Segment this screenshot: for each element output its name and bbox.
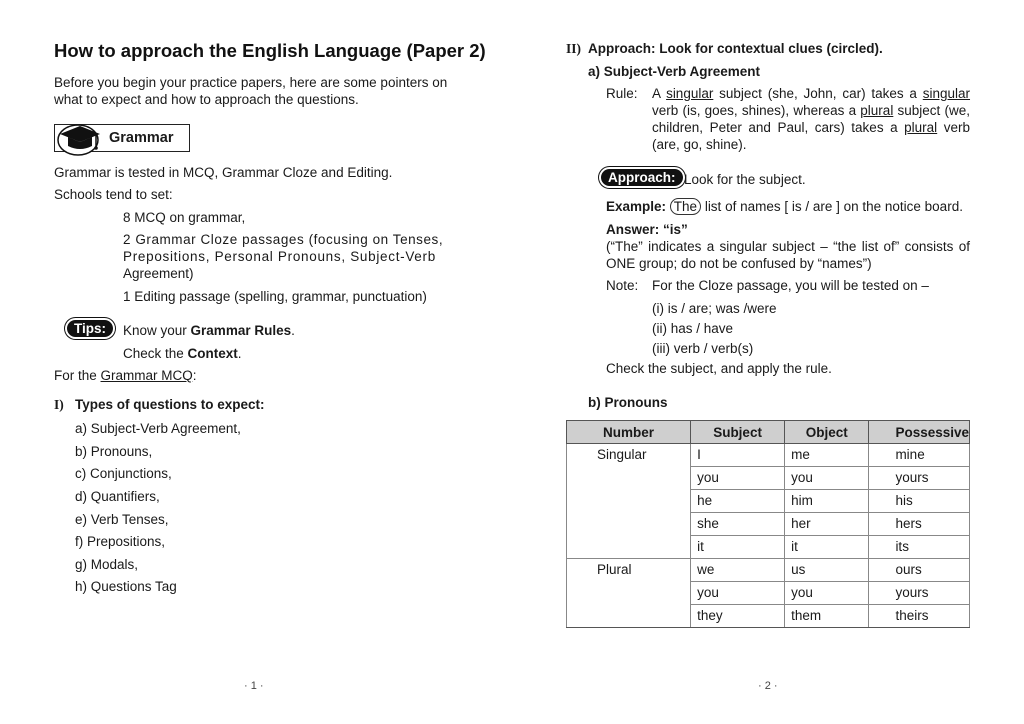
page-number: · 1 · (244, 680, 264, 692)
object-cell: her (785, 513, 869, 536)
tested-in-text: Grammar is tested in MCQ, Grammar Cloze and Editing. (54, 165, 393, 180)
number-cell (567, 582, 691, 605)
page-number: · 2 · (758, 680, 778, 692)
number-cell (567, 536, 691, 559)
possessive-cell: his (869, 490, 970, 513)
possessive-cell: yours (869, 467, 970, 490)
table-header-row (567, 421, 970, 444)
approach-label: Approach: (601, 169, 683, 186)
subject-cell: he (691, 490, 785, 513)
subject-cell: she (691, 513, 785, 536)
tip-context: Check the Context. (123, 346, 242, 361)
subject-cell: they (691, 605, 785, 628)
page-title: How to approach the English Language (Paper 2) (54, 40, 486, 61)
number-cell (567, 605, 691, 628)
note-item: (i) is / are; was /were (652, 301, 777, 316)
question-type-item: a) Subject-Verb Agreement, (75, 421, 241, 436)
intro-line-2: what to expect and how to approach the questions. (54, 92, 359, 107)
set-item-cloze-3: Agreement) (123, 266, 194, 281)
section-ii-number: II) (566, 41, 582, 56)
note-item: (iii) verb / verb(s) (652, 341, 754, 356)
table-row (567, 490, 970, 513)
schools-set-text: Schools tend to set: (54, 187, 173, 202)
possessive-cell: mine (869, 444, 970, 467)
for-grammar-mcq: For the Grammar MCQ: (54, 368, 197, 383)
tips-label: Tips: (67, 320, 113, 337)
question-type-item: h) Questions Tag (75, 579, 177, 594)
rule-label: Rule: (606, 86, 638, 101)
answer-label: Answer: “is” (606, 222, 688, 237)
header-object: Object (785, 421, 869, 444)
approach-text: Look for the subject. (684, 172, 806, 187)
table-row (567, 605, 970, 628)
section-i-number: I) (54, 397, 64, 412)
note-label: Note: (606, 278, 639, 293)
question-type-item: g) Modals, (75, 557, 139, 572)
object-cell: me (785, 444, 869, 467)
set-item-mcq: 8 MCQ on grammar, (123, 210, 246, 225)
grammar-label: Grammar (109, 130, 174, 146)
object-cell: you (785, 582, 869, 605)
question-type-item: d) Quantifiers, (75, 489, 160, 504)
intro-line-1: Before you begin your practice papers, here are some pointers on (54, 75, 448, 90)
tip-grammar-rules: Know your Grammar Rules. (123, 323, 295, 338)
table-row (567, 559, 970, 582)
subject-cell: we (691, 559, 785, 582)
header-possessive: Possessive (869, 421, 970, 444)
object-cell: you (785, 467, 869, 490)
circled-clue: The (670, 198, 701, 215)
table-row (567, 582, 970, 605)
rule-text: A singular subject (she, John, car) takes a singular verb (is, goes, shines), whereas a plural subject (we, children, Peter and Paul, cars) takes a plural verb (are, go, shine). (652, 86, 971, 152)
subheading-a: a) Subject-Verb Agreement (588, 64, 761, 79)
question-type-item: b) Pronouns, (75, 444, 153, 459)
object-cell: him (785, 490, 869, 513)
possessive-cell: yours (869, 582, 970, 605)
possessive-cell: its (869, 536, 970, 559)
subheading-b: b) Pronouns (588, 395, 668, 410)
possessive-cell: ours (869, 559, 970, 582)
explanation-text: (“The” indicates a singular subject – “the list of” consists of ONE group; do not be confused by “names”) (606, 239, 970, 271)
section-i-title: Types of questions to expect: (75, 397, 265, 412)
check-rule-text: Check the subject, and apply the rule. (606, 361, 832, 376)
number-cell (567, 513, 691, 536)
number-cell (567, 467, 691, 490)
table-row (567, 444, 970, 467)
set-item-cloze-1: 2 Grammar Cloze passages (focusing on Tenses, (123, 232, 444, 247)
table-row (567, 536, 970, 559)
question-type-item: c) Conjunctions, (75, 466, 172, 481)
set-item-editing: 1 Editing passage (spelling, grammar, punctuation) (123, 289, 427, 304)
note-text: For the Cloze passage, you will be tested on – (652, 278, 929, 293)
subject-cell: you (691, 582, 785, 605)
table-row (567, 467, 970, 490)
possessive-cell: theirs (869, 605, 970, 628)
object-cell: them (785, 605, 869, 628)
header-number: Number (567, 421, 691, 444)
table-row (567, 513, 970, 536)
approach-badge (601, 169, 683, 186)
subject-cell: I (691, 444, 785, 467)
number-cell: Plural (567, 559, 691, 582)
example-line: Example: The list of names [ is / are ] on the notice board. (606, 199, 963, 214)
header-subject: Subject (691, 421, 785, 444)
section-ii-title: Approach: Look for contextual clues (circled). (588, 41, 883, 56)
number-cell (567, 490, 691, 513)
object-cell: it (785, 536, 869, 559)
set-item-cloze-2: Prepositions, Personal Pronouns, Subject-Verb (123, 249, 436, 264)
pronoun-table (566, 420, 970, 628)
subject-cell: you (691, 467, 785, 490)
note-item: (ii) has / have (652, 321, 734, 336)
tips-badge (67, 320, 113, 337)
possessive-cell: hers (869, 513, 970, 536)
number-cell: Singular (567, 444, 691, 467)
graduation-cap-icon (56, 120, 108, 156)
question-type-item: e) Verb Tenses, (75, 512, 169, 527)
subject-cell: it (691, 536, 785, 559)
question-type-item: f) Prepositions, (75, 534, 166, 549)
object-cell: us (785, 559, 869, 582)
